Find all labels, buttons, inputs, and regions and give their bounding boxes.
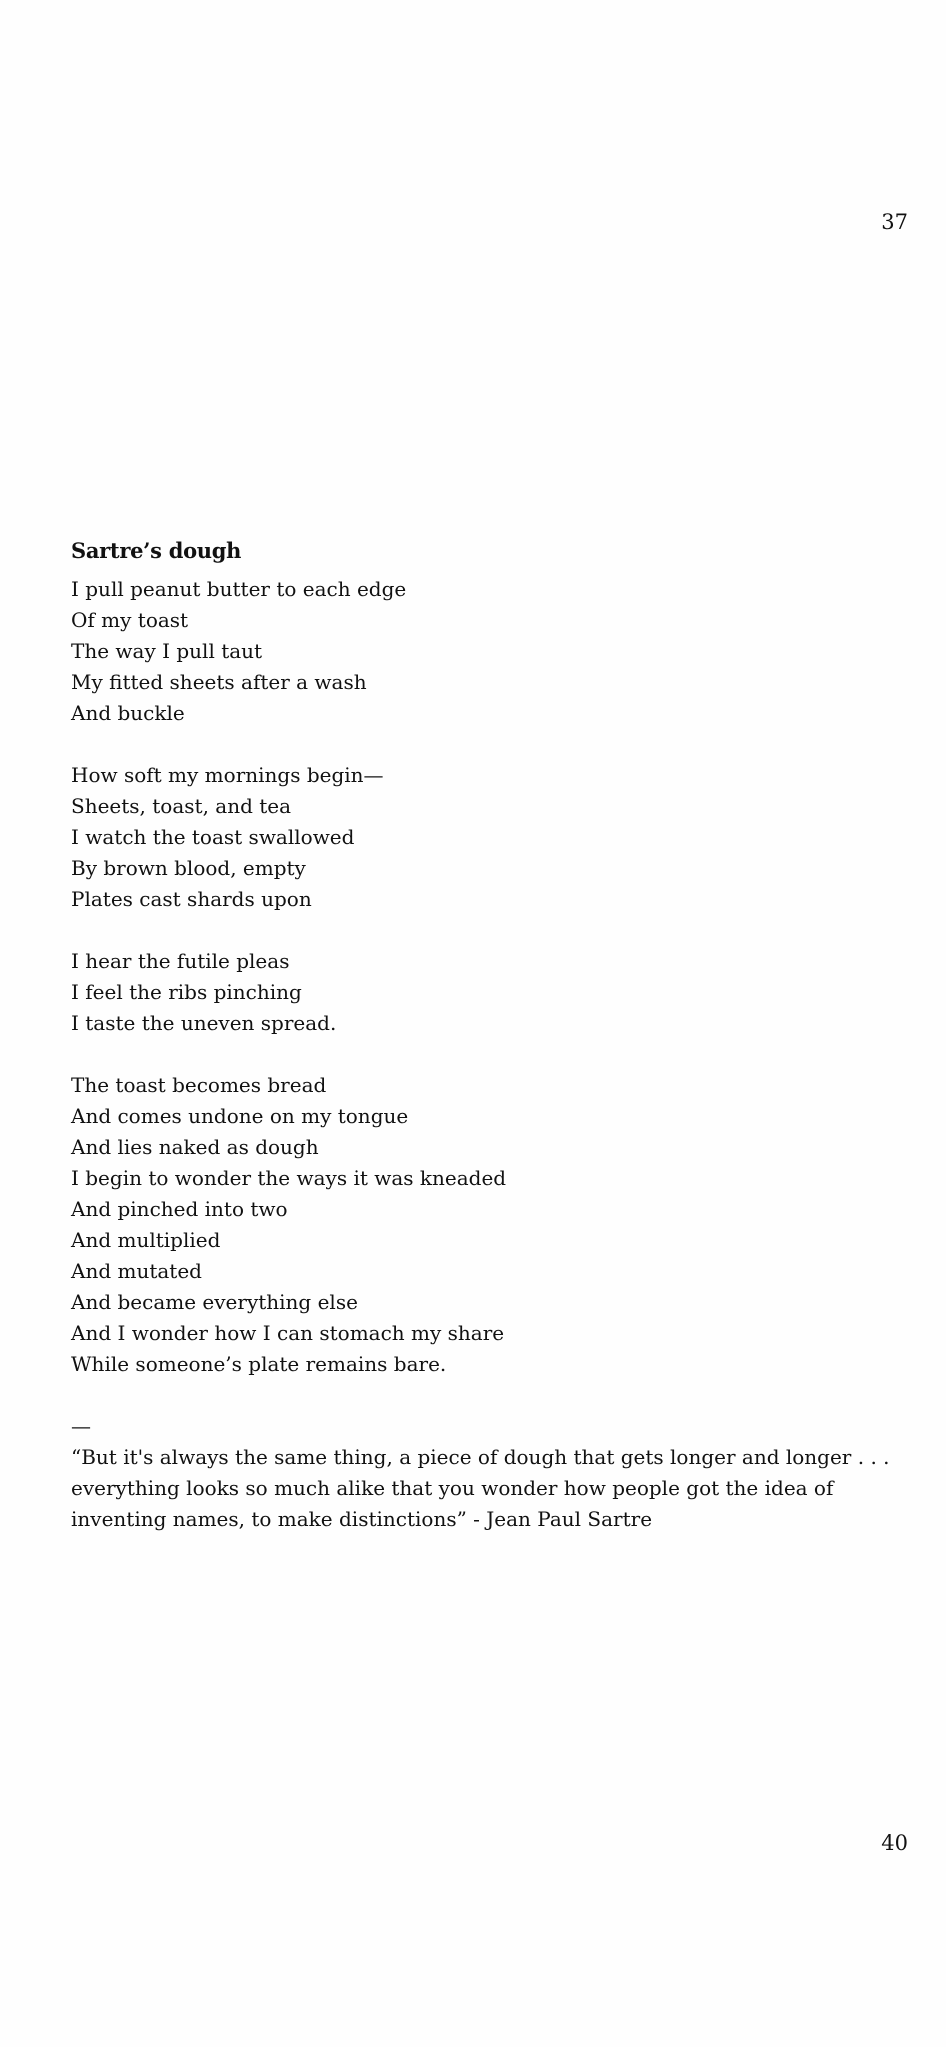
page-number-bottom: 40 bbox=[881, 1831, 908, 1855]
stanza-1 bbox=[71, 574, 911, 729]
poem-line: Plates cast shards upon bbox=[71, 887, 312, 911]
poem-line: I feel the ribs pinching bbox=[71, 980, 302, 1004]
poem-line: And comes undone on my tongue bbox=[71, 1104, 409, 1128]
poem-line: I begin to wonder the ways it was kneaded bbox=[71, 1166, 507, 1190]
separator-dash: — bbox=[71, 1414, 91, 1438]
poem-content bbox=[71, 536, 911, 1535]
poem-line: I hear the futile pleas bbox=[71, 949, 290, 973]
stanza-2 bbox=[71, 760, 911, 915]
poem-line: And pinched into two bbox=[71, 1197, 288, 1221]
poem-line: And became everything else bbox=[71, 1290, 358, 1314]
sartre-quote: “But it's always the same thing, a piece of dough that gets longer and longer . . . everything looks so much alike that you wonder how people got the idea of inventing names, to make distinctions” - Jean Paul Sartre bbox=[71, 1445, 890, 1531]
poem-line: I taste the uneven spread. bbox=[71, 1011, 337, 1035]
poem-line: And I wonder how I can stomach my share bbox=[71, 1321, 505, 1345]
poem-line: And buckle bbox=[71, 701, 185, 725]
page-number-top: 37 bbox=[881, 210, 908, 234]
poem-line: The toast becomes bread bbox=[71, 1073, 327, 1097]
poem-line: By brown blood, empty bbox=[71, 856, 306, 880]
stanza-3 bbox=[71, 946, 911, 1039]
poem-line: I pull peanut butter to each edge bbox=[71, 577, 407, 601]
poem-line: Of my toast bbox=[71, 608, 189, 632]
poem-line: And mutated bbox=[71, 1259, 202, 1283]
poem-line: And lies naked as dough bbox=[71, 1135, 319, 1159]
poem-line: How soft my mornings begin— bbox=[71, 763, 384, 787]
poem-line: While someone’s plate remains bare. bbox=[71, 1352, 447, 1376]
poem-line: And multiplied bbox=[71, 1228, 221, 1252]
poem-line: I watch the toast swallowed bbox=[71, 825, 355, 849]
poem-line: My fitted sheets after a wash bbox=[71, 670, 367, 694]
poem-title: Sartre’s dough bbox=[71, 538, 242, 563]
poem-line: The way I pull taut bbox=[71, 639, 263, 663]
poem-line: Sheets, toast, and tea bbox=[71, 794, 292, 818]
stanza-4 bbox=[71, 1070, 911, 1380]
